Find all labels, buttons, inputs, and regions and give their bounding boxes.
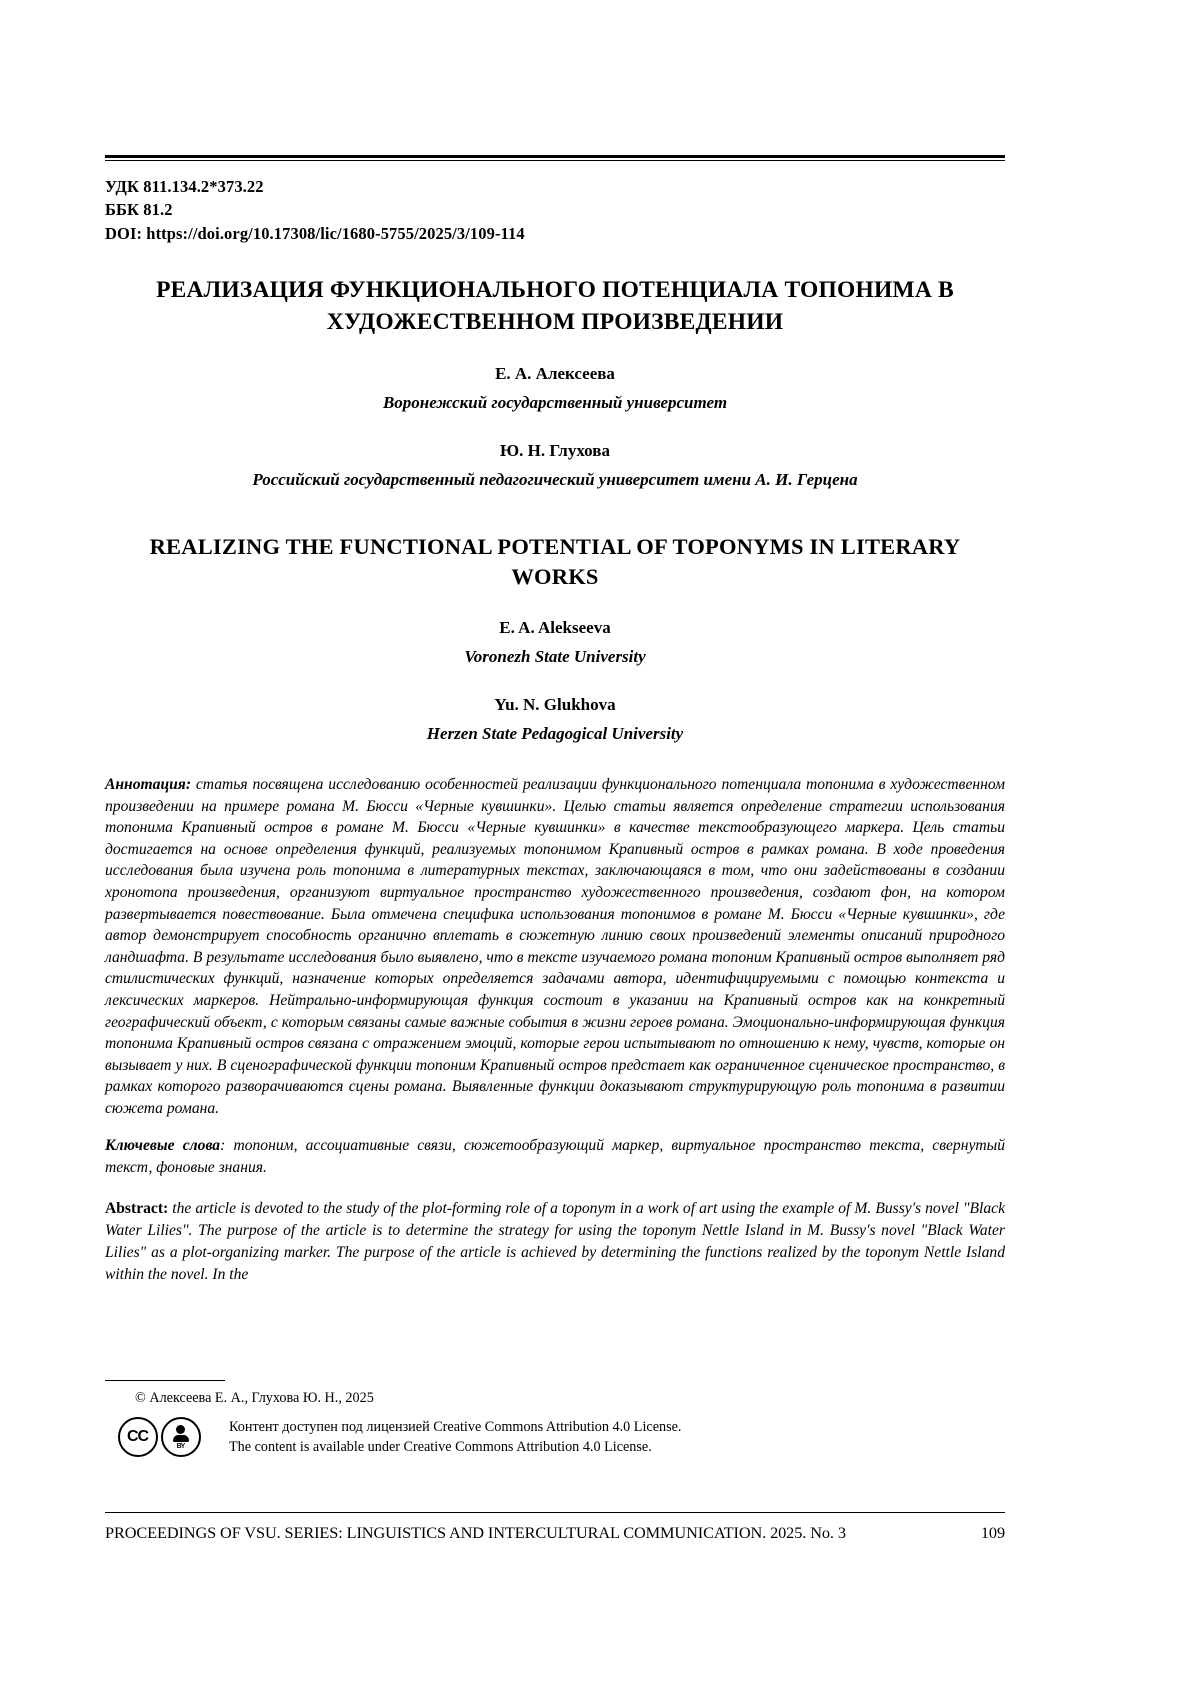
license-text-ru: Контент доступен под лицензией Creative Commons Attribution 4.0 License. [229,1419,682,1435]
license-text-en: The content is available under Creative Commons Attribution 4.0 License. [229,1439,652,1456]
keywords-ru-label: Ключевые слова [105,1137,221,1155]
author-name-ru-2: Ю. Н. Глухова [500,440,610,460]
author-affiliation-en-1: Voronezh State University [464,647,646,667]
cc-by-body-shape [173,1435,189,1442]
abstract-en-label: Abstract: [105,1200,169,1218]
classification-codes [105,175,1005,245]
author-name-en-2: Yu. N. Glukhova [494,695,616,715]
cc-by-label: BY [176,1442,185,1450]
keywords-ru-text: : топоним, ассоциативные связи, сюжетообразующий маркер, виртуальное пространство текста, свернутый текст, фоновые знания. [105,1137,1005,1176]
doi-line: DOI: https://doi.org/10.17308/lic/1680-5755/2025/3/109-114 [105,223,525,243]
copyright-line: © Алексеева Е. А., Глухова Ю. Н., 2025 [135,1390,374,1406]
license-text [229,1417,681,1457]
abstract-en-text: the article is devoted to the study of the plot-forming role of a toponym in a work of art using the example of M. Bussy's novel "Black Water Lilies". The purpose of the article is to determine the strategy for using the toponym Nettle Island in M. Bussy's novel "Black Water Lilies" as a plot-organizing marker. The purpose of the article is achieved by determining the functions realized by the toponym Nettle Island within the novel. In the [105,1200,1005,1283]
page-footer [105,1380,1005,1457]
author-affiliation-en-2: Herzen State Pedagogical University [426,724,684,744]
abstract-ru-label: Аннотация: [105,776,192,794]
page-number: 109 [980,1523,1005,1542]
udk-code: УДК 811.134.2*373.22 [105,177,264,196]
abstract-ru [105,774,1005,1120]
author-name-en-1: E. A. Alekseeva [499,618,611,638]
author-affiliation-ru-1: Воронежский государственный университет [382,392,728,412]
abstract-ru-text: статья посвящена исследованию особенностей реализации функционального потенциала топонима в художественном произведении на примере романа М. Бюсси «Черные кувшинки». Целью статьи является определение стратегии использования топонима Крапивный остров в романе М. Бюсси «Черные кувшинки» в качестве текстообразующего маркера. Цель статьи достигается на основе определения функций, реализуемых топонимом Крапивный остров в рамках романа. В ходе проведения исследования была изучена роль топонима в литературных текстах, заключающаяся в том, что они задействованы в создании хронотопа произведения, организуют виртуальное пространство художественного произведения, создают фон, на котором развертывается повествование. Была отмечена специфика использования топонимов в романе М. Бюсси «Черные кувшинки», где автор демонстрирует способность органично вплетать в сюжетную линию своих произведений элементы описаний природного ландшафта. В результате исследования было выявлено, что в тексте изучаемого романа топоним Крапивный остров выполняет ряд стилистических функций, назначение которых определяется задачами автора, идентифицируемыми с помощью контекста и лексических маркеров. Нейтрально-информирующая функция состоит в указании на Крапивный остров как на конкретный географический объект, с которым связаны самые важные события в жизни героев романа. Эмоционально-информирующая функция топонима Крапивный остров связана с отражением эмоций, которые герои испытывают по отношению к нему, чувств, которые он вызывает у них. В сценографической функции топоним Крапивный остров предстает как ограниченное сценическое пространство, в рамках которого разворачиваются сцены романа. Выявленные функции доказывают структурирующую роль топонима в развитии сюжета романа. [105,776,1006,1117]
footer-rule [105,1512,1005,1513]
top-double-rule [105,155,1005,161]
bbk-code: ББК 81.2 [105,200,173,220]
keywords-ru [105,1135,1005,1178]
cc-by-mark-icon [161,1417,201,1457]
running-footer [105,1523,1005,1543]
author-affiliation-ru-2: Российский государственный педагогический университет имени А. И. Герцена [252,469,858,489]
license-row [105,1417,1005,1457]
page-title-ru: РЕАЛИЗАЦИЯ ФУНКЦИОНАЛЬНОГО ПОТЕНЦИАЛА ТОПОНИМА В ХУДОЖЕСТВЕННОМ ПРОИЗВЕДЕНИИ [156,277,954,335]
creative-commons-icon [105,1418,213,1456]
abstract-en [105,1198,1005,1285]
running-footer-title: PROCEEDINGS OF VSU. SERIES: LINGUISTICS AND INTERCULTURAL COMMUNICATION. 2025. No. 3 [105,1523,846,1542]
cc-by-person-shape [176,1425,185,1434]
page-title-en: REALIZING THE FUNCTIONAL POTENTIAL OF TOPONYMS IN LITERARY WORKS [149,533,961,589]
footnote-separator [105,1380,225,1381]
author-name-ru-1: Е. А. Алексеева [495,363,615,383]
cc-mark-icon: CC [118,1417,158,1457]
